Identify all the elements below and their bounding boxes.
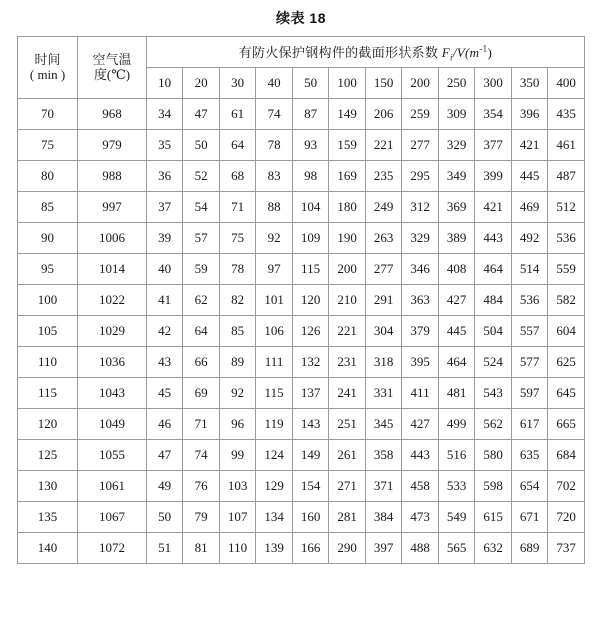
table-row (18, 409, 585, 440)
cell-value: 87 (292, 99, 329, 130)
cell-value: 231 (329, 347, 366, 378)
column-header-factor: 350 (511, 68, 548, 99)
cell-value: 354 (475, 99, 512, 130)
cell-value: 259 (402, 99, 439, 130)
cell-value: 473 (402, 502, 439, 533)
cell-value: 488 (402, 533, 439, 564)
column-header-factor: 30 (219, 68, 256, 99)
cell-value: 61 (219, 99, 256, 130)
page-title: 续表 18 (276, 10, 326, 26)
cell-value: 82 (219, 285, 256, 316)
header-symbol-exponent: -1 (479, 43, 488, 54)
cell-value: 445 (511, 161, 548, 192)
cell-temperature: 997 (78, 192, 147, 223)
cell-value: 363 (402, 285, 439, 316)
cell-value: 235 (365, 161, 402, 192)
table-row (18, 161, 585, 192)
cell-value: 582 (548, 285, 585, 316)
cell-value: 83 (256, 161, 293, 192)
cell-value: 74 (256, 99, 293, 130)
cell-value: 52 (183, 161, 220, 192)
cell-value: 143 (292, 409, 329, 440)
cell-value: 277 (402, 130, 439, 161)
cell-value: 549 (438, 502, 475, 533)
cell-value: 617 (511, 409, 548, 440)
cell-value: 369 (438, 192, 475, 223)
cell-value: 88 (256, 192, 293, 223)
cell-time: 125 (18, 440, 78, 471)
cell-value: 119 (256, 409, 293, 440)
cell-value: 720 (548, 502, 585, 533)
header-symbol-i: i (450, 52, 453, 63)
cell-value: 399 (475, 161, 512, 192)
cell-time: 100 (18, 285, 78, 316)
cell-value: 291 (365, 285, 402, 316)
cell-temperature: 1014 (78, 254, 147, 285)
table-row (18, 285, 585, 316)
cell-value: 487 (548, 161, 585, 192)
cell-temperature: 1055 (78, 440, 147, 471)
cell-value: 565 (438, 533, 475, 564)
cell-value: 134 (256, 502, 293, 533)
header-symbol-F: F (441, 44, 451, 60)
cell-value: 484 (475, 285, 512, 316)
column-header-factor: 300 (475, 68, 512, 99)
cell-value: 395 (402, 347, 439, 378)
cell-value: 397 (365, 533, 402, 564)
cell-value: 139 (256, 533, 293, 564)
cell-value: 37 (146, 192, 183, 223)
cell-value: 309 (438, 99, 475, 130)
cell-value: 504 (475, 316, 512, 347)
cell-value: 35 (146, 130, 183, 161)
cell-value: 76 (183, 471, 220, 502)
cell-value: 149 (292, 440, 329, 471)
cell-value: 46 (146, 409, 183, 440)
cell-value: 50 (183, 130, 220, 161)
cell-value: 104 (292, 192, 329, 223)
cell-value: 464 (438, 347, 475, 378)
cell-temperature: 1006 (78, 223, 147, 254)
cell-time: 95 (18, 254, 78, 285)
cell-value: 411 (402, 378, 439, 409)
cell-value: 62 (183, 285, 220, 316)
cell-value: 106 (256, 316, 293, 347)
cell-value: 45 (146, 378, 183, 409)
cell-value: 110 (219, 533, 256, 564)
header-time-line1: 时间 (34, 52, 61, 68)
column-header-factor: 40 (256, 68, 293, 99)
cell-value: 66 (183, 347, 220, 378)
table-row (18, 502, 585, 533)
cell-value: 99 (219, 440, 256, 471)
cell-value: 461 (548, 130, 585, 161)
cell-value: 159 (329, 130, 366, 161)
table-row (18, 347, 585, 378)
cell-value: 78 (219, 254, 256, 285)
cell-value: 98 (292, 161, 329, 192)
cell-value: 96 (219, 409, 256, 440)
cell-value: 290 (329, 533, 366, 564)
cell-value: 68 (219, 161, 256, 192)
cell-value: 421 (511, 130, 548, 161)
cell-value: 329 (438, 130, 475, 161)
cell-value: 115 (292, 254, 329, 285)
cell-value: 40 (146, 254, 183, 285)
cell-value: 671 (511, 502, 548, 533)
cell-value: 71 (183, 409, 220, 440)
cell-time: 75 (18, 130, 78, 161)
cell-value: 604 (548, 316, 585, 347)
cell-time: 110 (18, 347, 78, 378)
cell-time: 120 (18, 409, 78, 440)
cell-value: 111 (256, 347, 293, 378)
cell-value: 559 (548, 254, 585, 285)
cell-value: 499 (438, 409, 475, 440)
cell-time: 115 (18, 378, 78, 409)
table-header (18, 37, 585, 99)
cell-value: 149 (329, 99, 366, 130)
cell-value: 702 (548, 471, 585, 502)
cell-value: 349 (438, 161, 475, 192)
cell-value: 34 (146, 99, 183, 130)
cell-value: 469 (511, 192, 548, 223)
column-header-factor: 200 (402, 68, 439, 99)
cell-value: 331 (365, 378, 402, 409)
cell-value: 129 (256, 471, 293, 502)
cell-value: 57 (183, 223, 220, 254)
header-symbol-end: ) (487, 44, 493, 60)
cell-value: 92 (219, 378, 256, 409)
cell-value: 689 (511, 533, 548, 564)
cell-time: 70 (18, 99, 78, 130)
table-row (18, 440, 585, 471)
header-time-line2: ( min ) (29, 66, 66, 82)
header-air-temperature-line1: 空气温 (92, 52, 132, 68)
header-group-text: 有防火保护钢构件的截面形状系数 (238, 44, 442, 60)
cell-value: 396 (511, 99, 548, 130)
cell-value: 408 (438, 254, 475, 285)
column-header-factor: 50 (292, 68, 329, 99)
cell-value: 516 (438, 440, 475, 471)
cell-value: 492 (511, 223, 548, 254)
cell-value: 358 (365, 440, 402, 471)
cell-value: 69 (183, 378, 220, 409)
cell-value: 221 (365, 130, 402, 161)
column-header-factor: 150 (365, 68, 402, 99)
header-air-temperature (78, 37, 147, 99)
table-row (18, 254, 585, 285)
cell-value: 126 (292, 316, 329, 347)
cell-value: 464 (475, 254, 512, 285)
cell-value: 75 (219, 223, 256, 254)
cell-value: 371 (365, 471, 402, 502)
cell-value: 481 (438, 378, 475, 409)
cell-value: 304 (365, 316, 402, 347)
cell-value: 93 (292, 130, 329, 161)
cell-value: 435 (548, 99, 585, 130)
cell-time: 130 (18, 471, 78, 502)
table-row (18, 378, 585, 409)
table-header-row-1 (18, 37, 585, 68)
cell-value: 421 (475, 192, 512, 223)
cell-value: 64 (183, 316, 220, 347)
cell-value: 79 (183, 502, 220, 533)
cell-value: 166 (292, 533, 329, 564)
cell-value: 50 (146, 502, 183, 533)
cell-value: 169 (329, 161, 366, 192)
cell-value: 180 (329, 192, 366, 223)
cell-time: 105 (18, 316, 78, 347)
cell-value: 443 (402, 440, 439, 471)
cell-value: 379 (402, 316, 439, 347)
table-row (18, 471, 585, 502)
table-row (18, 99, 585, 130)
cell-value: 443 (475, 223, 512, 254)
header-symbol-mid: /V(m (452, 44, 480, 60)
cell-value: 241 (329, 378, 366, 409)
cell-temperature: 979 (78, 130, 147, 161)
cell-value: 625 (548, 347, 585, 378)
cell-value: 536 (548, 223, 585, 254)
cell-value: 665 (548, 409, 585, 440)
cell-value: 120 (292, 285, 329, 316)
cell-temperature: 1029 (78, 316, 147, 347)
cell-value: 43 (146, 347, 183, 378)
cell-value: 384 (365, 502, 402, 533)
cell-value: 115 (256, 378, 293, 409)
table-row (18, 316, 585, 347)
cell-value: 210 (329, 285, 366, 316)
cell-value: 59 (183, 254, 220, 285)
cell-value: 49 (146, 471, 183, 502)
cell-value: 512 (548, 192, 585, 223)
cell-value: 132 (292, 347, 329, 378)
cell-value: 524 (475, 347, 512, 378)
cell-value: 645 (548, 378, 585, 409)
cell-value: 78 (256, 130, 293, 161)
fire-protection-section-factor-table (17, 36, 585, 564)
cell-value: 271 (329, 471, 366, 502)
cell-value: 263 (365, 223, 402, 254)
cell-value: 458 (402, 471, 439, 502)
cell-value: 737 (548, 533, 585, 564)
cell-value: 533 (438, 471, 475, 502)
cell-value: 318 (365, 347, 402, 378)
cell-value: 427 (438, 285, 475, 316)
cell-value: 36 (146, 161, 183, 192)
cell-value: 427 (402, 409, 439, 440)
cell-value: 160 (292, 502, 329, 533)
table-row (18, 130, 585, 161)
cell-value: 635 (511, 440, 548, 471)
cell-temperature: 1067 (78, 502, 147, 533)
cell-value: 92 (256, 223, 293, 254)
column-header-factor: 10 (146, 68, 183, 99)
cell-value: 103 (219, 471, 256, 502)
cell-value: 684 (548, 440, 585, 471)
cell-value: 109 (292, 223, 329, 254)
table-row (18, 533, 585, 564)
cell-time: 85 (18, 192, 78, 223)
cell-value: 154 (292, 471, 329, 502)
cell-temperature: 1061 (78, 471, 147, 502)
column-header-factor: 20 (183, 68, 220, 99)
cell-value: 654 (511, 471, 548, 502)
header-time (18, 37, 78, 99)
cell-value: 277 (365, 254, 402, 285)
cell-value: 249 (365, 192, 402, 223)
cell-value: 345 (365, 409, 402, 440)
cell-time: 135 (18, 502, 78, 533)
cell-time: 90 (18, 223, 78, 254)
cell-value: 124 (256, 440, 293, 471)
cell-temperature: 1043 (78, 378, 147, 409)
cell-value: 281 (329, 502, 366, 533)
cell-value: 190 (329, 223, 366, 254)
cell-temperature: 1022 (78, 285, 147, 316)
cell-value: 329 (402, 223, 439, 254)
cell-value: 557 (511, 316, 548, 347)
cell-value: 312 (402, 192, 439, 223)
cell-value: 377 (475, 130, 512, 161)
column-header-factor: 250 (438, 68, 475, 99)
cell-temperature: 1036 (78, 347, 147, 378)
cell-value: 39 (146, 223, 183, 254)
header-air-temperature-line2: 度(℃) (93, 66, 131, 82)
cell-value: 598 (475, 471, 512, 502)
cell-value: 346 (402, 254, 439, 285)
cell-value: 615 (475, 502, 512, 533)
cell-value: 71 (219, 192, 256, 223)
cell-value: 47 (146, 440, 183, 471)
column-header-factor: 400 (548, 68, 585, 99)
cell-value: 200 (329, 254, 366, 285)
cell-value: 597 (511, 378, 548, 409)
cell-value: 97 (256, 254, 293, 285)
cell-temperature: 968 (78, 99, 147, 130)
cell-value: 221 (329, 316, 366, 347)
cell-value: 64 (219, 130, 256, 161)
cell-time: 140 (18, 533, 78, 564)
cell-value: 101 (256, 285, 293, 316)
cell-value: 562 (475, 409, 512, 440)
cell-value: 206 (365, 99, 402, 130)
cell-value: 577 (511, 347, 548, 378)
cell-value: 41 (146, 285, 183, 316)
cell-value: 295 (402, 161, 439, 192)
cell-value: 251 (329, 409, 366, 440)
cell-value: 536 (511, 285, 548, 316)
cell-value: 42 (146, 316, 183, 347)
cell-value: 85 (219, 316, 256, 347)
cell-temperature: 1072 (78, 533, 147, 564)
cell-value: 514 (511, 254, 548, 285)
cell-value: 51 (146, 533, 183, 564)
cell-value: 445 (438, 316, 475, 347)
cell-value: 81 (183, 533, 220, 564)
cell-temperature: 988 (78, 161, 147, 192)
cell-value: 543 (475, 378, 512, 409)
column-header-factor: 100 (329, 68, 366, 99)
cell-temperature: 1049 (78, 409, 147, 440)
cell-value: 47 (183, 99, 220, 130)
cell-value: 137 (292, 378, 329, 409)
table-body (18, 99, 585, 564)
table-row (18, 223, 585, 254)
cell-time: 80 (18, 161, 78, 192)
cell-value: 54 (183, 192, 220, 223)
cell-value: 107 (219, 502, 256, 533)
cell-value: 261 (329, 440, 366, 471)
header-section-factor-group (146, 37, 584, 68)
cell-value: 74 (183, 440, 220, 471)
cell-value: 89 (219, 347, 256, 378)
cell-value: 632 (475, 533, 512, 564)
table-row (18, 192, 585, 223)
cell-value: 389 (438, 223, 475, 254)
cell-value: 580 (475, 440, 512, 471)
